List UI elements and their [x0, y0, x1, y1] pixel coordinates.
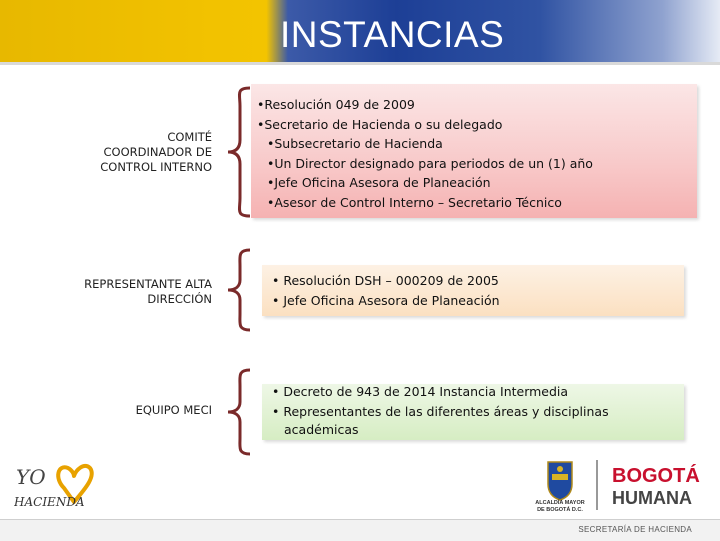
footer-text: SECRETARÍA DE HACIENDA [578, 525, 692, 534]
humana-text: HUMANA [612, 488, 692, 508]
row-label-line: EQUIPO MECI [135, 403, 212, 417]
comite-info-box [251, 84, 697, 218]
equipo-meci-info-box [262, 384, 684, 440]
info-line: académicas [284, 422, 359, 437]
page-title: INSTANCIAS [280, 14, 505, 55]
crest-caption-line: DE BOGOTÁ D.C. [537, 506, 583, 513]
row-label-line: COORDINADOR DE [103, 145, 212, 159]
info-line: •Secretario de Hacienda o su delegado [257, 117, 503, 132]
row-label-comite [12, 130, 212, 175]
info-line: •Jefe Oficina Asesora de Planeación [267, 175, 491, 190]
crest-caption [522, 500, 598, 513]
yo-text: YO [16, 465, 46, 489]
logo-divider [596, 460, 598, 510]
banner-divider [0, 62, 720, 65]
yo-hacienda-logo [14, 458, 104, 516]
brace-icon [222, 368, 252, 456]
representante-info-box [262, 265, 684, 316]
bogota-humana-logo [600, 458, 700, 513]
row-label-equipo-meci [12, 403, 212, 418]
info-line: •Resolución 049 de 2009 [257, 97, 415, 112]
info-line: • Decreto de 943 de 2014 Instancia Intermedia [272, 384, 569, 399]
crest-caption-line: ALCALDÍA MAYOR [535, 500, 585, 506]
info-line: • Resolución DSH – 000209 de 2005 [272, 273, 499, 288]
brace-icon [222, 86, 252, 218]
brace-icon [222, 248, 252, 332]
row-label-line: CONTROL INTERNO [100, 160, 212, 174]
info-line: •Un Director designado para periodos de un (1) año [267, 156, 593, 171]
hacienda-text: HACIENDA [14, 495, 85, 509]
bogota-text: BOGOTÁ [612, 465, 700, 487]
row-label-line: COMITÉ [167, 130, 212, 144]
info-line: • Representantes de las diferentes áreas y disciplinas [272, 404, 609, 419]
info-line: •Subsecretario de Hacienda [267, 136, 443, 151]
row-label-line: DIRECCIÓN [147, 292, 212, 306]
row-label-representante [12, 277, 212, 307]
info-line: •Asesor de Control Interno – Secretario Técnico [267, 195, 562, 210]
info-line: • Jefe Oficina Asesora de Planeación [272, 293, 500, 308]
row-label-line: REPRESENTANTE ALTA [84, 277, 212, 291]
